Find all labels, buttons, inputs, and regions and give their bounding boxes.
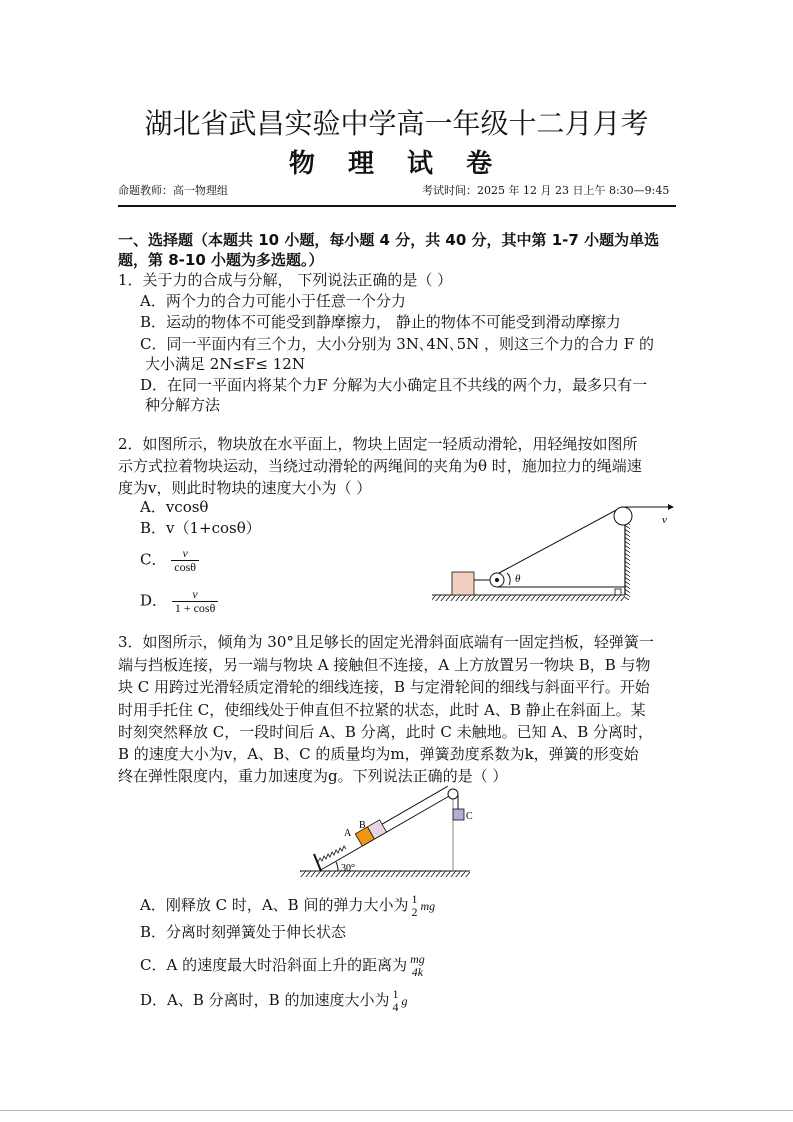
fixed-pulley xyxy=(614,507,632,525)
numerator: 1 xyxy=(392,987,399,1001)
denominator: 1 + cosθ xyxy=(172,601,219,615)
block xyxy=(452,572,474,595)
spring xyxy=(318,846,346,862)
denominator: 4 xyxy=(392,1000,399,1014)
q2-option-a: A．vcosθ xyxy=(140,498,209,516)
denominator: 2 xyxy=(411,905,418,919)
q3-stem-3: 块 C 用跨过光滑轻质定滑轮的细线连接，B 与定滑轮间的细线与斜面平行。开始 xyxy=(118,678,650,696)
q2-pulley-diagram xyxy=(425,500,685,605)
q3-stem-5: 时刻突然释放 C，一段时间后 A、B 分离，此时 C 未触地。已知 A、B 分离时， xyxy=(118,723,654,741)
q2-option-c-fraction xyxy=(171,547,199,574)
q3-stem-4: 时用手托住 C，使细线处于伸直但不拉紧的状态，此时 A、B 静止在斜面上。某 xyxy=(118,701,646,719)
q2-option-c xyxy=(140,547,199,574)
q3-stem-2: 端与挡板连接，另一端与物块 A 接触但不连接，A 上方放置另一物块 B，B 与物 xyxy=(118,656,651,674)
q2-option-d-fraction xyxy=(172,588,219,615)
q3-option-a xyxy=(140,893,435,919)
block-c xyxy=(453,809,464,820)
q3-option-d xyxy=(140,988,407,1014)
denominator: cosθ xyxy=(171,560,199,574)
label-a: A xyxy=(344,828,352,839)
numerator: 1 xyxy=(411,892,418,906)
school-title: 湖北省武昌实验中学高一年级十二月月考 xyxy=(144,107,649,140)
fraction xyxy=(407,953,428,979)
angle-label: 30° xyxy=(341,863,355,874)
q2-option-b: B．v（1+cosθ） xyxy=(140,519,261,537)
numerator: v xyxy=(182,546,188,560)
q2-option-c-label: C． xyxy=(140,550,167,569)
fraction xyxy=(389,988,401,1014)
q2-option-d-label: D． xyxy=(140,591,168,610)
q2-stem-1: 2．如图所示，物块放在水平面上，物块上固定一轻质动滑轮，用轻绳按如图所 xyxy=(118,435,638,453)
fraction-tail: mg xyxy=(420,899,436,913)
section-heading-cont: 题，第 8-10 小题为多选题。） xyxy=(118,251,324,269)
velocity-label: v xyxy=(662,514,667,526)
q1-option-d-cont: 种分解方法 xyxy=(145,396,221,414)
author-info: 命题教师：高一物理组 xyxy=(118,184,228,197)
label-b: B xyxy=(359,820,366,831)
q2-stem-2: 示方式拉着物块运动，当绕过动滑轮的两绳间的夹角为θ 时，施加拉力的绳端速 xyxy=(118,457,642,475)
q3-incline-diagram xyxy=(300,782,480,882)
page-bottom-edge xyxy=(0,1110,793,1111)
subject-title: 物 理 试 卷 xyxy=(288,149,505,179)
q1-option-c: C．同一平面内有三个力，大小分别为 3N､4N､5N ，则这三个力的合力 F 的 xyxy=(140,335,654,353)
denominator: 4k xyxy=(411,965,424,979)
fixed-pulley xyxy=(448,789,458,799)
q1-stem: 1．关于力的合成与分解， 下列说法正确的是（ ） xyxy=(118,271,453,289)
q1-option-b: B．运动的物体不可能受到静摩擦力， 静止的物体不可能受到滑动摩擦力 xyxy=(140,313,621,331)
q1-option-c-cont: 大小满足 2N≤F≤ 12N xyxy=(145,355,305,373)
option-text: D．A、B 分离时，B 的加速度大小为 xyxy=(140,991,390,1009)
numerator: mg xyxy=(410,952,425,966)
numerator: v xyxy=(192,587,198,601)
q3-stem-6: B 的速度大小为v，A、B、C 的质量均为m，弹簧劲度系数为k，弹簧的形变始 xyxy=(118,745,639,763)
angle-label: θ xyxy=(515,573,521,585)
q3-stem-7: 终在弹性限度内，重力加速度为g。下列说法正确的是（ ） xyxy=(118,767,508,785)
exam-time: 考试时间：2025 年 12 月 23 日上午 8:30—9:45 xyxy=(422,184,670,197)
q3-stem-1: 3．如图所示，倾角为 30°且足够长的固定光滑斜面底端有一固定挡板，轻弹簧一 xyxy=(118,633,654,651)
section-heading: 一、选择题（本题共 10 小题，每小题 4 分，共 40 分，其中第 1-7 小题为单选 xyxy=(118,231,660,249)
fraction-tail: g xyxy=(401,994,408,1008)
option-text: A．刚释放 C 时，A、B 间的弹力大小为 xyxy=(140,896,409,914)
option-text: C．A 的速度最大时沿斜面上升的距离为 xyxy=(140,956,408,974)
label-c: C xyxy=(466,811,473,822)
q1-option-d: D．在同一平面内将某个力F 分解为大小确定且不共线的两个力，最多只有一 xyxy=(140,376,648,394)
q3-option-b: B．分离时刻弹簧处于伸长状态 xyxy=(140,923,347,941)
q1-option-a: A．两个力的合力可能小于任意一个分力 xyxy=(140,292,406,310)
header-rule xyxy=(118,205,676,207)
q2-option-d xyxy=(140,588,218,615)
q2-stem-3: 度为v，则此时物块的速度大小为（ ） xyxy=(118,479,372,497)
fraction xyxy=(408,893,420,919)
q3-option-c xyxy=(140,953,428,979)
